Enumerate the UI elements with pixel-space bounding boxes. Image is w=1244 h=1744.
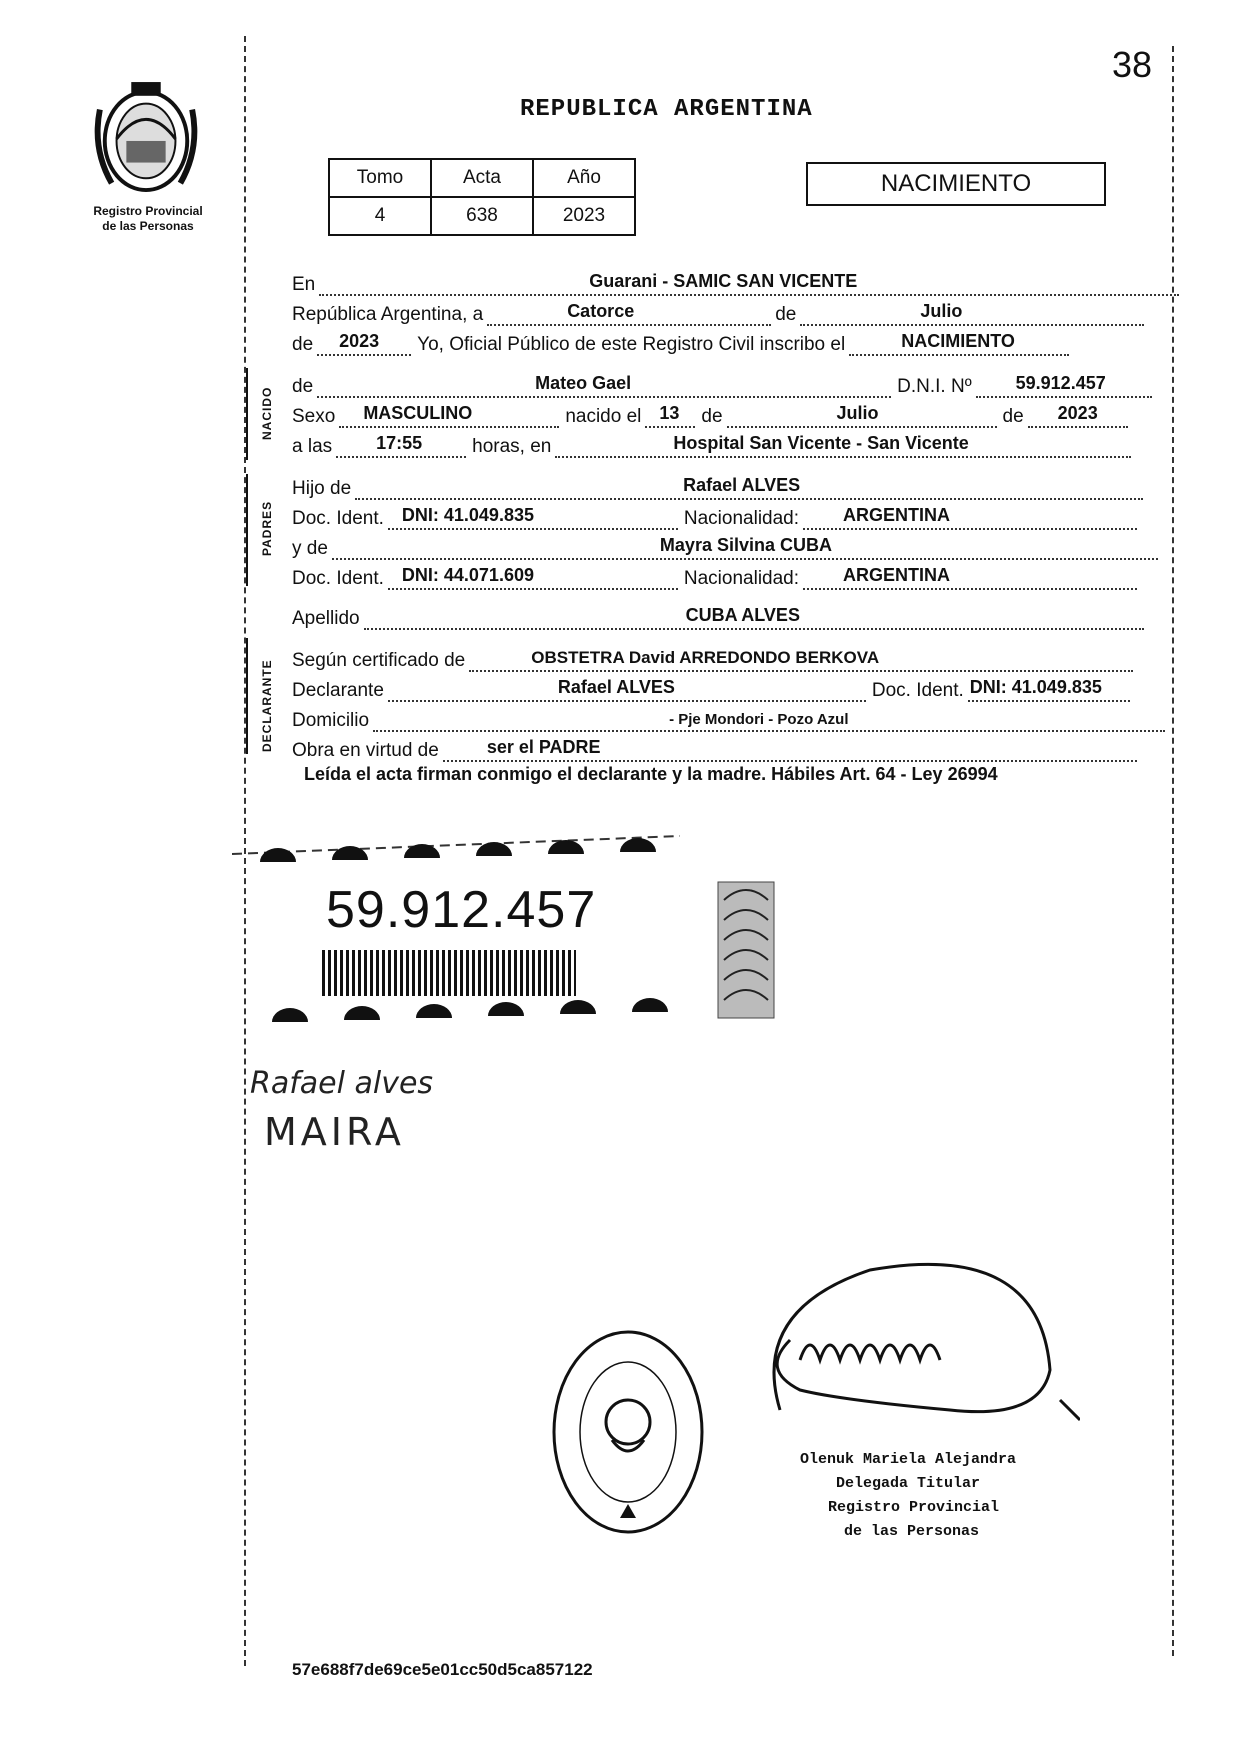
label-domicilio: Domicilio — [292, 710, 370, 731]
label-nac-padre: Nacionalidad: — [683, 508, 800, 529]
line-domicilio — [292, 708, 1165, 732]
value-father-doc: DNI: 41.049.835 — [401, 505, 534, 525]
side-label-padres: PADRES — [260, 500, 274, 556]
act-type-box: NACIMIENTO — [806, 162, 1106, 206]
label-republica: República Argentina, a — [292, 304, 484, 325]
logo-caption — [78, 204, 218, 234]
section-divider-padres — [246, 474, 248, 586]
signatory-role: Delegada Titular — [836, 1475, 981, 1492]
handwritten-mother-name: MAIRA — [264, 1110, 405, 1154]
value-capacity: ser el PADRE — [486, 737, 601, 757]
signatory-block — [800, 1448, 1016, 1544]
closing-note: Leída el acta firman conmigo el declarante y la madre. Hábiles Art. 64 - Ley 26994 — [304, 764, 998, 784]
line-apellido — [292, 606, 1144, 630]
handwritten-father-name: Rafael alves — [250, 1066, 434, 1101]
logo-caption-line-1: Registro Provincial — [93, 204, 203, 218]
label-de-1: de — [775, 304, 797, 325]
label-oficial: Yo, Oficial Público de este Registro Civil inscribo el — [417, 334, 846, 355]
value-day: Catorce — [567, 301, 635, 321]
label-nacido-el: nacido el — [565, 406, 642, 427]
header-anio: Año — [533, 159, 635, 197]
side-label-declarante: DECLARANTE — [260, 659, 274, 752]
value-birth-place: Hospital San Vicente - San Vicente — [673, 433, 969, 453]
label-en: En — [292, 274, 316, 295]
value-birth-year: 2023 — [1057, 403, 1098, 423]
register-table — [328, 158, 636, 236]
label-y-de: y de — [292, 538, 328, 559]
document-hash: 57e688f7de69ce5e01cc50d5ca857122 — [292, 1660, 593, 1679]
line-hora — [292, 434, 1131, 458]
value-time: 17:55 — [376, 433, 423, 453]
line-hijo-de — [292, 476, 1143, 500]
value-declarant-doc: DNI: 41.049.835 — [969, 677, 1102, 697]
label-de-3: de — [292, 376, 314, 397]
label-obra: Obra en virtud de — [292, 740, 439, 761]
value-month: Julio — [920, 301, 963, 321]
header-tomo: Tomo — [329, 159, 431, 197]
line-padre-doc — [292, 506, 1137, 530]
label-de-2: de — [292, 334, 314, 355]
value-child-name: Mateo Gael — [535, 373, 632, 393]
line-fecha — [292, 302, 1144, 326]
registry-logo — [92, 80, 200, 198]
official-seal — [548, 1322, 708, 1542]
side-label-nacido: NACIDO — [260, 386, 274, 440]
label-a-las: a las — [292, 436, 333, 457]
section-divider-declarante — [246, 638, 248, 754]
label-de-5: de — [1002, 406, 1024, 427]
line-obra — [292, 738, 1137, 762]
label-doc-madre: Doc. Ident. — [292, 568, 384, 589]
document-title: REPUBLICA ARGENTINA — [520, 96, 813, 123]
value-birth-day: 13 — [659, 403, 680, 423]
value-birth-month: Julio — [836, 403, 879, 423]
label-horas-en: horas, en — [472, 436, 552, 457]
signatory-org-2: de las Personas — [844, 1523, 980, 1540]
label-certificado: Según certificado de — [292, 650, 466, 671]
value-acta: 638 — [431, 197, 533, 235]
label-doc-declarante: Doc. Ident. — [871, 680, 964, 701]
section-divider-nacido — [246, 368, 248, 460]
official-signature — [720, 1250, 1080, 1450]
label-nac-madre: Nacionalidad: — [683, 568, 800, 589]
label-dni: D.N.I. Nº — [897, 376, 972, 397]
line-y-de — [292, 536, 1158, 560]
value-sex: MASCULINO — [363, 403, 473, 423]
line-nombre — [292, 374, 1152, 398]
sticker-number: 59.912.457 — [326, 881, 597, 939]
value-address: - Pje Mondori - Pozo Azul — [669, 711, 849, 728]
line-sexo — [292, 404, 1128, 428]
line-madre-doc — [292, 566, 1137, 590]
value-father: Rafael ALVES — [683, 475, 801, 495]
value-father-nationality: ARGENTINA — [843, 505, 951, 525]
value-year: 2023 — [339, 331, 380, 351]
page-number: 38 — [1112, 44, 1153, 85]
label-doc-padre: Doc. Ident. — [292, 508, 384, 529]
label-hijo-de: Hijo de — [292, 478, 352, 499]
value-child-dni: 59.912.457 — [1015, 373, 1106, 393]
line-en — [292, 272, 1179, 296]
value-mother-nationality: ARGENTINA — [843, 565, 951, 585]
header-acta: Acta — [431, 159, 533, 197]
value-place: Guarani - SAMIC SAN VICENTE — [589, 271, 858, 291]
signatory-org-1: Registro Provincial — [828, 1499, 1000, 1516]
value-surname: CUBA ALVES — [685, 605, 800, 625]
label-apellido: Apellido — [292, 608, 360, 629]
value-mother: Mayra Silvina CUBA — [659, 535, 832, 555]
signatory-name: Olenuk Mariela Alejandra — [800, 1451, 1017, 1468]
logo-caption-line-2: de las Personas — [102, 219, 194, 233]
value-mother-doc: DNI: 44.071.609 — [401, 565, 534, 585]
value-certificate: OBSTETRA David ARREDONDO BERKOVA — [531, 648, 880, 667]
value-act: NACIMIENTO — [901, 331, 1015, 351]
line-declarante — [292, 678, 1130, 702]
value-anio: 2023 — [533, 197, 635, 235]
line-oficial — [292, 332, 1069, 356]
line-certificado — [292, 648, 1133, 672]
value-declarant: Rafael ALVES — [557, 677, 675, 697]
fingerprint-mark — [716, 880, 776, 1020]
label-declarante: Declarante — [292, 680, 384, 701]
label-sexo: Sexo — [292, 406, 336, 427]
value-tomo: 4 — [329, 197, 431, 235]
label-de-4: de — [701, 406, 723, 427]
